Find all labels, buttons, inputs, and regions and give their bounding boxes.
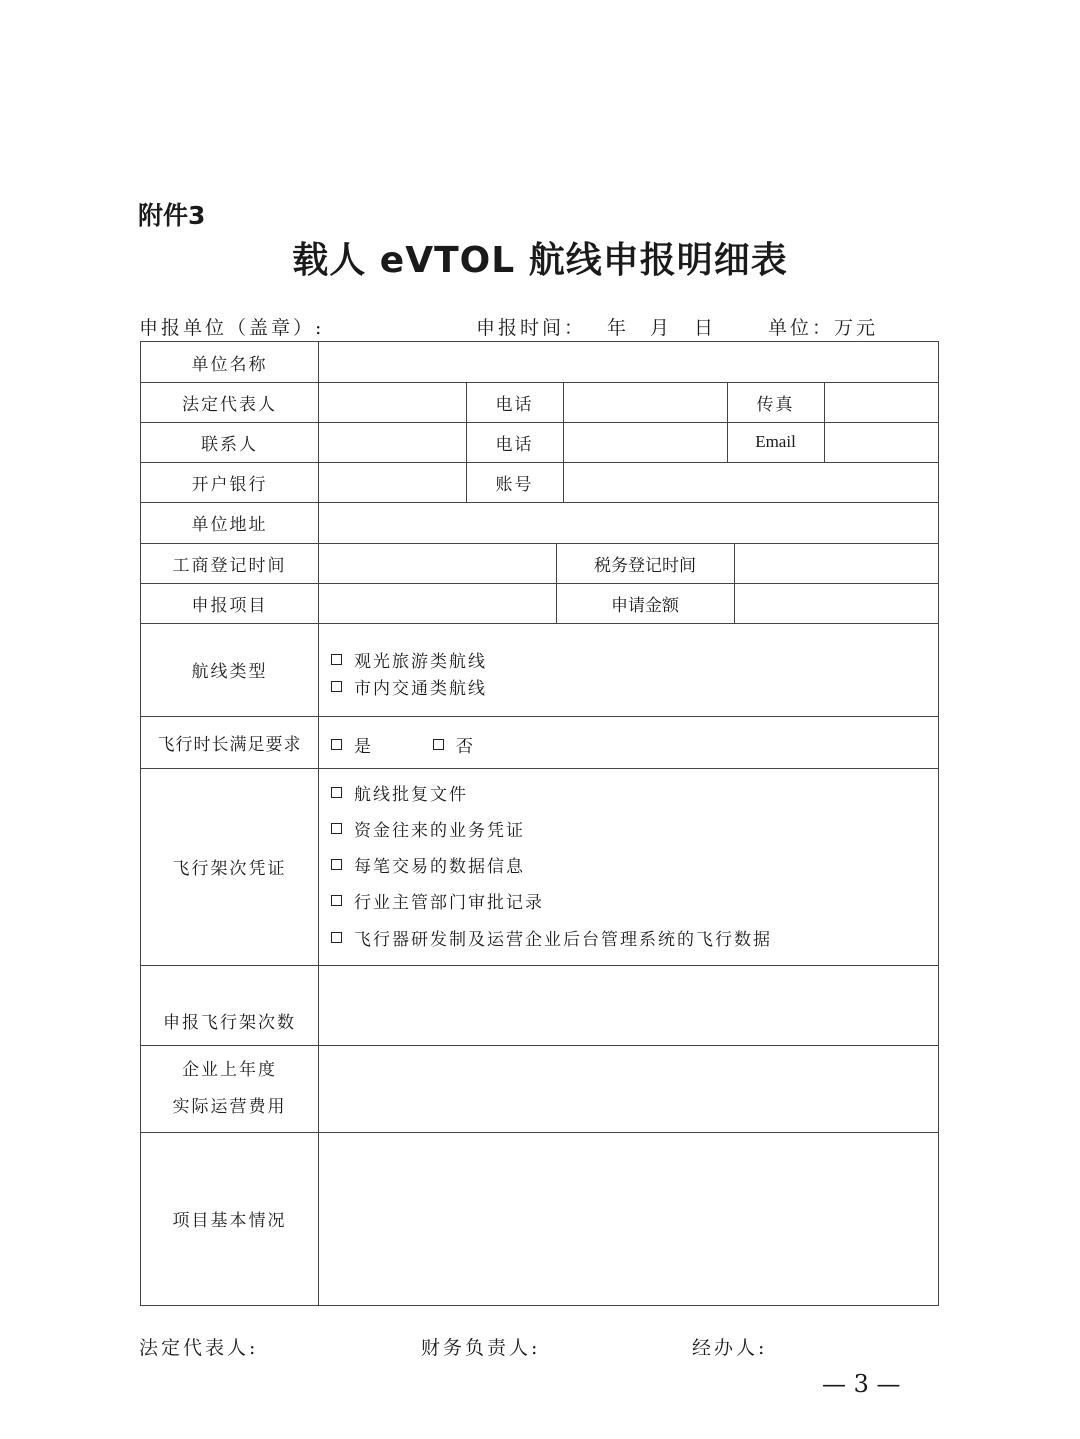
flight-proof-label: 飞行架次凭证 xyxy=(172,859,287,879)
legal-rep-phone-field[interactable] xyxy=(564,382,727,422)
duration-no-option[interactable] xyxy=(433,732,475,757)
project-label: 申报项目 xyxy=(191,595,268,616)
attachment-label: 附件3 xyxy=(138,201,206,230)
duration-yes-option[interactable] xyxy=(331,732,373,757)
bank-label: 开户银行 xyxy=(191,474,268,495)
duration-req-label: 飞行时长满足要求 xyxy=(157,734,302,755)
proof-option[interactable] xyxy=(331,816,525,841)
fax-field[interactable] xyxy=(825,382,938,422)
tax-reg-time-label: 税务登记时间 xyxy=(594,555,696,576)
checkbox[interactable] xyxy=(331,654,342,665)
route-option-sightseeing[interactable] xyxy=(331,647,487,672)
fax-label: 传真 xyxy=(756,394,795,415)
route-option-label: 市内交通类航线 xyxy=(354,679,487,699)
biz-reg-time-label: 工商登记时间 xyxy=(172,555,287,576)
checkbox[interactable] xyxy=(331,895,342,906)
legal-rep-label: 法定代表人 xyxy=(182,394,277,415)
route-option-label: 观光旅游类航线 xyxy=(354,652,487,672)
year-label: 年 xyxy=(607,317,630,339)
checkbox[interactable] xyxy=(331,787,342,798)
yes-label: 是 xyxy=(354,737,373,757)
account-label: 账号 xyxy=(495,474,534,495)
proof-option-label: 每笔交易的数据信息 xyxy=(354,857,525,877)
annual-cost-field[interactable] xyxy=(319,1045,938,1132)
biz-reg-time-field[interactable] xyxy=(319,543,556,583)
sortie-count-field[interactable] xyxy=(319,965,938,1045)
route-type-label: 航线类型 xyxy=(191,662,268,682)
checkbox[interactable] xyxy=(331,859,342,870)
page-title: 载人 eVTOL 航线申报明细表 xyxy=(292,240,788,281)
contact-phone-field[interactable] xyxy=(564,422,727,462)
legal-rep-field[interactable] xyxy=(319,382,466,422)
amount-field[interactable] xyxy=(735,583,938,623)
unit-name-field[interactable] xyxy=(319,342,938,382)
proof-option[interactable] xyxy=(331,852,525,877)
proof-option-label: 航线批复文件 xyxy=(354,785,468,805)
month-label: 月 xyxy=(650,317,673,339)
checkbox[interactable] xyxy=(331,823,342,834)
proof-option[interactable] xyxy=(331,888,544,913)
annual-cost-label xyxy=(141,1045,318,1132)
proof-option-label: 资金往来的业务凭证 xyxy=(354,821,525,841)
address-label: 单位地址 xyxy=(191,515,268,535)
account-field[interactable] xyxy=(564,462,938,502)
proof-option[interactable] xyxy=(331,780,468,805)
email-field[interactable] xyxy=(825,422,938,462)
project-field[interactable] xyxy=(319,583,556,623)
bank-field[interactable] xyxy=(319,462,466,502)
annual-cost-label-line2: 实际运营费用 xyxy=(172,1096,287,1117)
tax-reg-time-field[interactable] xyxy=(735,543,938,583)
contact-phone-label: 电话 xyxy=(495,434,534,455)
no-label: 否 xyxy=(456,737,475,757)
apply-time-label: 申报时间： xyxy=(476,317,587,339)
legal-rep-signature-label: 法定代表人: xyxy=(139,1337,259,1359)
unit-name-label: 单位名称 xyxy=(191,354,268,375)
proof-option[interactable] xyxy=(331,925,772,950)
checkbox[interactable] xyxy=(433,739,444,750)
checkbox[interactable] xyxy=(331,681,342,692)
finance-signature-label: 财务负责人: xyxy=(421,1337,541,1359)
contact-field[interactable] xyxy=(319,422,466,462)
handler-signature-label: 经办人: xyxy=(692,1337,768,1359)
contact-label: 联系人 xyxy=(201,434,258,455)
application-form-table xyxy=(140,341,939,1306)
page-number: — 3 — xyxy=(822,1370,901,1398)
annual-cost-label-line1: 企业上年度 xyxy=(182,1059,277,1080)
proof-option-label: 飞行器研发制及运营企业后台管理系统的飞行数据 xyxy=(354,930,772,950)
phone-label: 电话 xyxy=(495,394,534,415)
checkbox[interactable] xyxy=(331,739,342,750)
proof-option-label: 行业主管部门审批记录 xyxy=(354,893,544,913)
sortie-count-label: 申报飞行架次数 xyxy=(163,1012,296,1033)
address-field[interactable] xyxy=(319,502,938,543)
amount-label: 申请金额 xyxy=(611,595,679,616)
checkbox[interactable] xyxy=(331,932,342,943)
project-basic-field[interactable] xyxy=(319,1132,938,1305)
applicant-unit-label: 申报单位（盖章）: xyxy=(139,317,325,339)
email-label: Email xyxy=(755,432,796,451)
day-label: 日 xyxy=(694,317,717,339)
project-basic-label: 项目基本情况 xyxy=(172,1211,287,1231)
route-option-urban[interactable] xyxy=(331,674,487,699)
currency-unit-label: 单位：万元 xyxy=(768,317,879,339)
